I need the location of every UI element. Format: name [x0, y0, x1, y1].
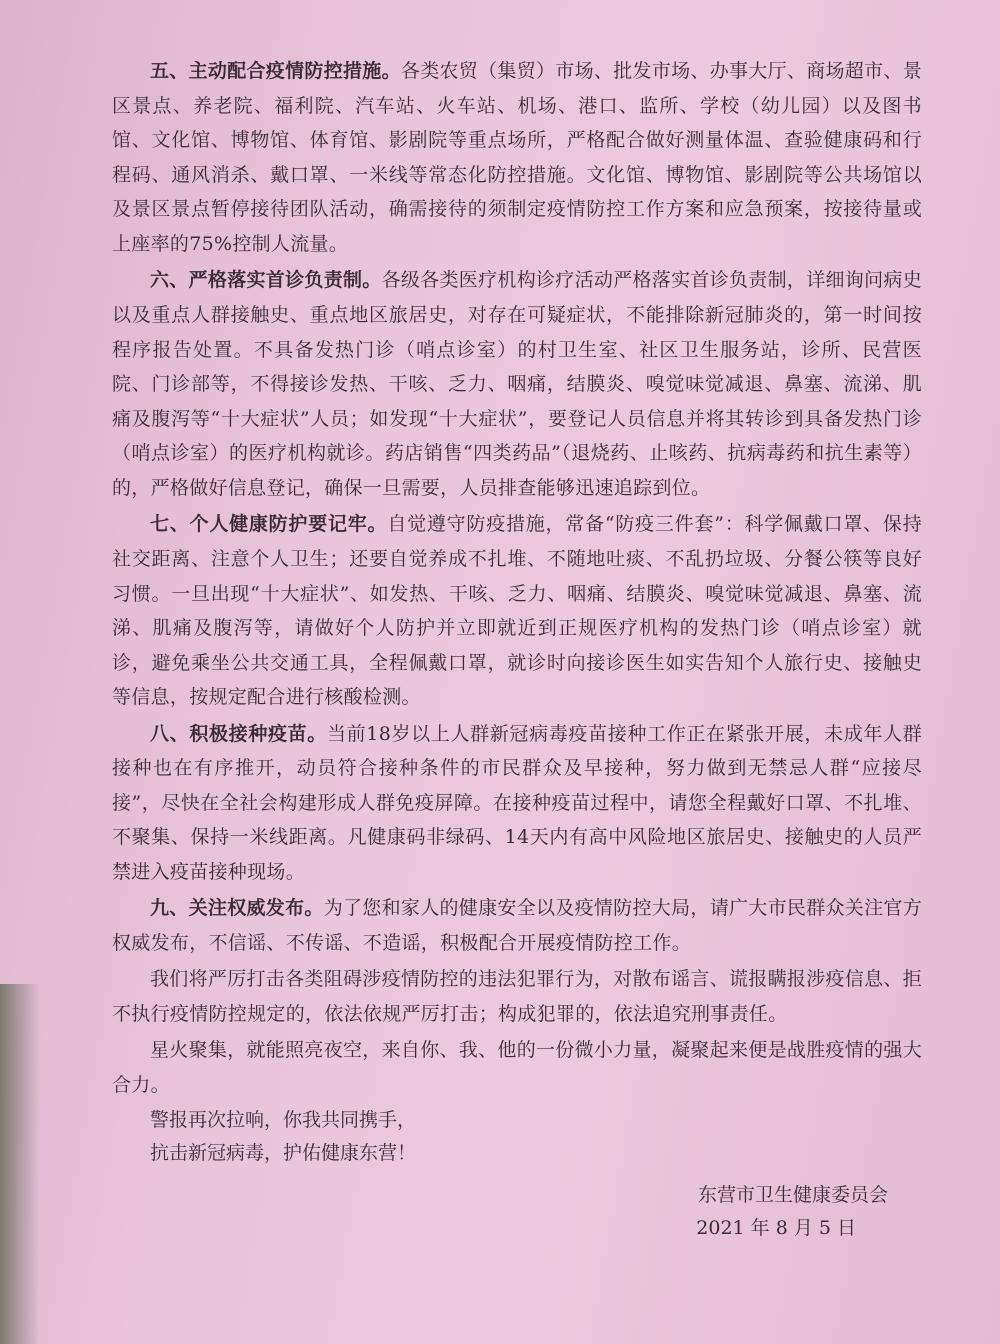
section-text: 为了您和家人的健康安全以及疫情防控大局，请广大市民群众关注官方权威发布，不信谣、不传谣、不造谣，积极配合开展疫情防控工作。 — [112, 897, 923, 955]
slogan-line-1: 警报再次拉响，你我共同携手， — [150, 1109, 417, 1132]
section-text: 当前18岁以上人群新冠病毒疫苗接种工作正在紧张开展，未成年人群接种也在有序推开，动员符合接种条件的市民群众及早接种，努力做到无禁忌人群“应接尽接”，尽快在全社会构建形成人群免疫屏障。在接种疫苗过程中，请您全程戴好口罩、不扎堆、不聚集、保持一米线距离。凡健康码非绿码、14天内有高中风险地区旅居史、接触史的人员严禁进入疫苗接种现场。 — [112, 722, 923, 884]
section-text: 各类农贸（集贸）市场、批发市场、办事大厅、商场超市、景区景点、养老院、福利院、汽车站、火车站、机场、港口、监所、学校（幼儿园）以及图书馆、文化馆、博物馆、体育馆、影剧院等重点场所，严格配合做好测量体温、查验健康码和行程码、通风消杀、戴口罩、一米线等常态化防控措施。文化馆、博物馆、影剧院等公共场馆以及景区景点暂停接待团队活动，确需接待的须制定疫情防控工作方案和应急预案，按接待量或上座率的75%控制人流量。 — [112, 60, 923, 255]
section-text: 各级各类医疗机构诊疗活动严格落实首诊负责制，详细询问病史以及重点人群接触史、重点地区旅居史，对存在可疑症状，不能排除新冠肺炎的，第一时间按程序报告处置。不具备发热门诊（哨点诊室）的村卫生室、社区卫生服务站，诊所、民营医院、门诊部等，不得接诊发热、干咳、乏力、咽痛，结膜炎、嗅觉味觉减退、鼻塞、流涕、肌痛及腹泻等“十大症状”人员；如发现“十大症状”，要登记人员信息并将其转诊到具备发热门诊（哨点诊室）的医疗机构就诊。药店销售“四类药品”（退烧药、止咳药、抗病毒药和抗生素等）的，严格做好信息登记，确保一旦需要，人员排查能够迅速追踪到位。 — [112, 269, 923, 499]
crackdown-statement: 我们将严厉打击各类阻碍涉疫情防控的违法犯罪行为，对散布谣言、谎报瞒报涉疫信息、拒不执行疫情防控规定的，依法依规严厉打击；构成犯罪的，依法追究刑事责任。 — [112, 968, 923, 1026]
notice-body — [112, 54, 922, 1170]
background-shadow — [0, 984, 40, 1344]
issuer-name: 东营市卫生健康委员会 — [697, 1184, 888, 1206]
section-heading: 六、严格落实首诊负责制。 — [150, 269, 382, 292]
section-heading: 八、积极接种疫苗。 — [150, 722, 327, 745]
section-9 — [112, 891, 922, 960]
section-text: 自觉遵守防疫措施，常备“防疫三件套”：科学佩戴口罩、保持社交距离、注意个人卫生；还要自觉养成不扎堆、不随地吐痰、不乱扔垃圾、分餐公筷等良好习惯。一旦出现“十大症状”、如发热、干咳、乏力、咽痛、结膜炎、嗅觉味觉减退、鼻塞、流涕、肌痛及腹泻等，请做好个人防护并立即就近到正规医疗机构的发热门诊（哨点诊室）就诊，避免乘坐公共交通工具，全程佩戴口罩，就诊时向接诊医生如实告知个人旅行史、接触史等信息，按规定配合进行核酸检测。 — [112, 513, 922, 709]
section-7 — [112, 507, 922, 715]
slogan-line-2: 抗击新冠病毒，护佑健康东营！ — [150, 1142, 417, 1165]
unity-statement: 星火聚集，就能照亮夜空，来自你、我、他的一份微小力量，凝聚起来便是战胜疫情的强大合力。 — [112, 1039, 923, 1096]
section-8 — [112, 717, 922, 890]
section-5 — [112, 54, 922, 262]
issue-date: 2021 年 8 月 5 日 — [696, 1217, 856, 1239]
section-6 — [112, 263, 922, 505]
section-heading: 九、关注权威发布。 — [150, 897, 324, 920]
section-heading: 五、主动配合疫情防控措施。 — [150, 60, 401, 82]
section-heading: 七、个人健康防护要记牢。 — [150, 513, 388, 536]
